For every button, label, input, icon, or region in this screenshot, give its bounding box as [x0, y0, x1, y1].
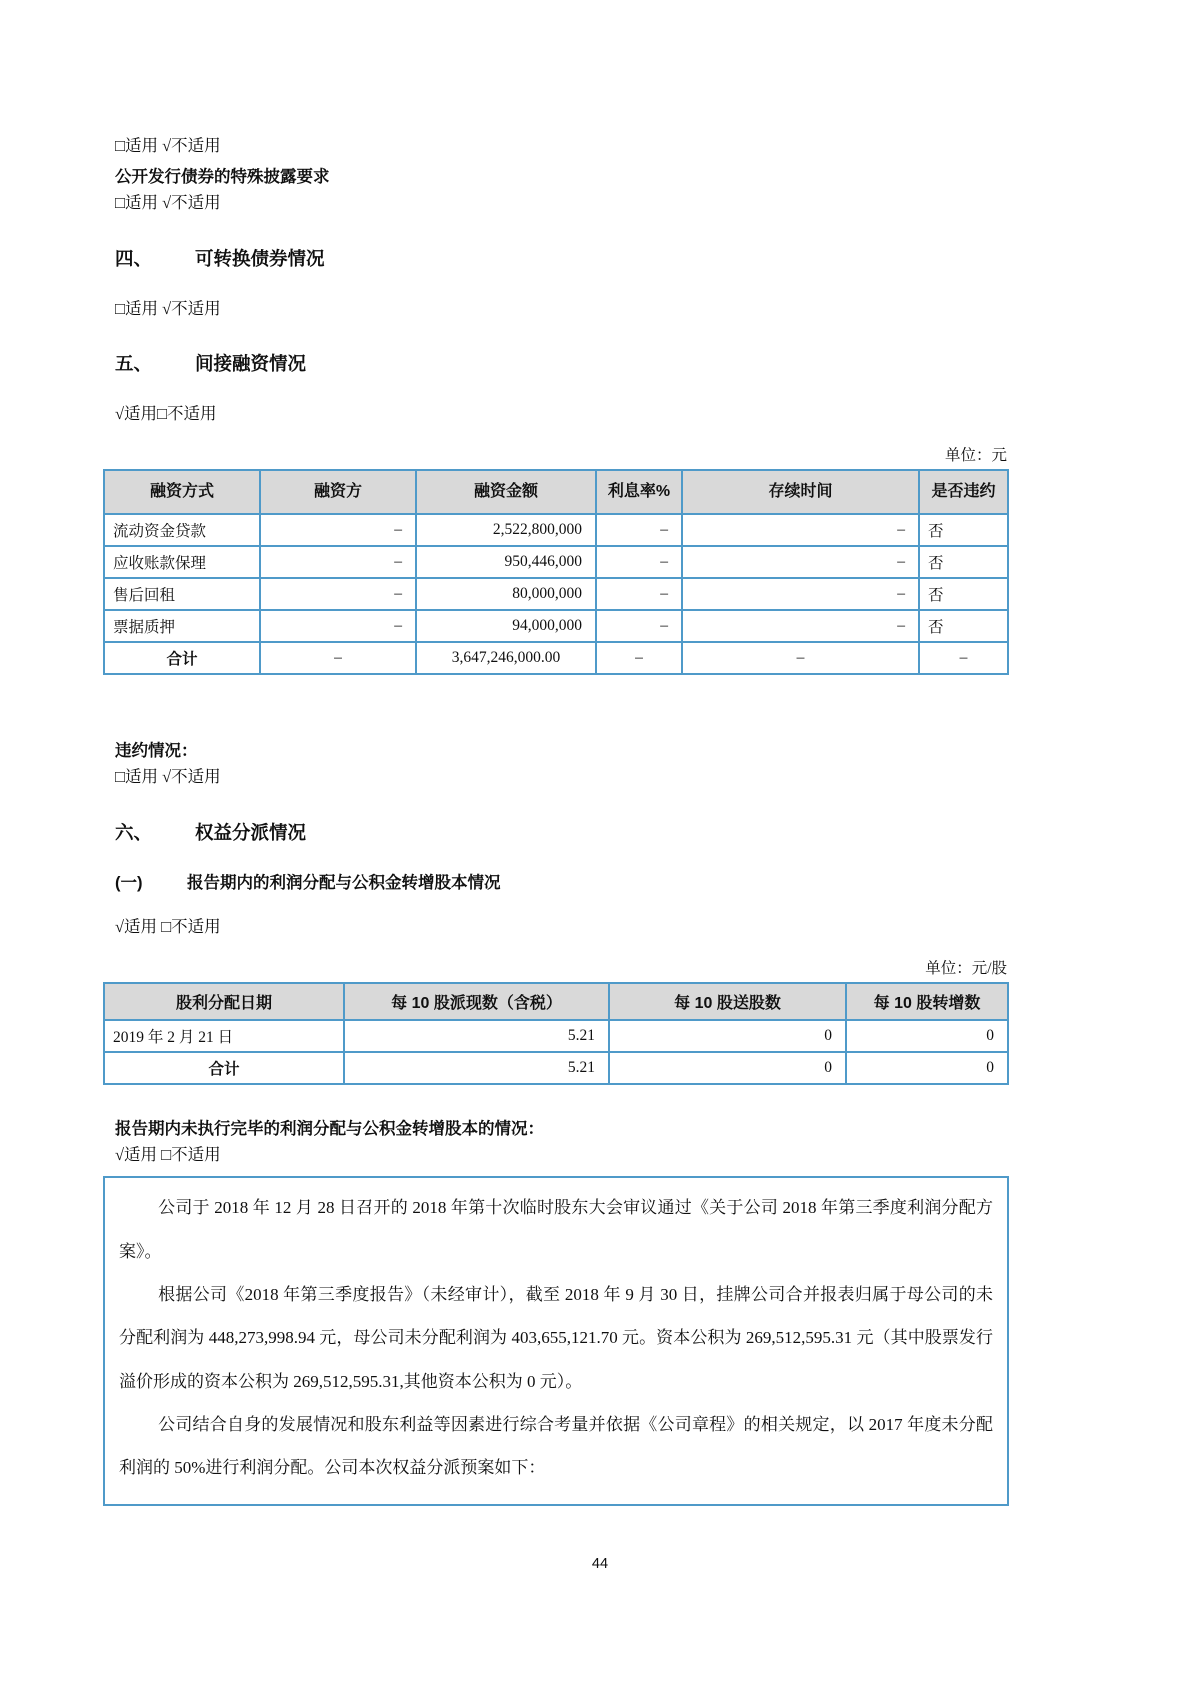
applicable-line: □适用 √不适用: [115, 136, 221, 155]
financing-amount-cell: 94,000,000: [416, 610, 596, 642]
interest-rate-cell: –: [596, 610, 682, 642]
financing-method-cell: 流动资金贷款: [104, 514, 260, 546]
financing-party-cell: –: [260, 546, 416, 578]
bonus-shares-cell: 0: [609, 1020, 846, 1052]
financing-method-cell: 应收账款保理: [104, 546, 260, 578]
financing-party-cell: –: [260, 610, 416, 642]
note-paragraph-2: 根据公司《2018 年第三季度报告》（未经审计），截至 2018 年 9 月 30 日，挂牌公司合并报表归属于母公司的未分配利润为 448,273,998.94 元，母公司未分配利润为 403,655,121.70 元。资本公积为 269,512,595.31 元（其中股票发行溢价形成的资本公积为 269,512,595.31,其他资本公积为 0 元）。: [119, 1285, 993, 1391]
applicable-line: □适用 √不适用: [115, 767, 221, 787]
financing-party-cell: –: [260, 514, 416, 546]
financing-method-cell: 票据质押: [104, 610, 260, 642]
unit-label-yuan-per-share: 单位：元/股: [925, 960, 1007, 978]
financing-party-total: –: [260, 642, 416, 674]
note-paragraph-3: 公司结合自身的发展情况和股东利益等因素进行综合考量并依据《公司章程》的相关规定，以 2017 年度未分配利润的 50%进行利润分配。公司本次权益分派预案如下：: [119, 1415, 993, 1478]
applicable-line: √适用 □不适用: [115, 1145, 221, 1165]
total-label: 合计: [104, 642, 260, 674]
financing-amount-cell: 950,446,000: [416, 546, 596, 578]
col-header-interest-rate: 利息率%: [596, 470, 682, 514]
conversion-cell: 0: [846, 1020, 1008, 1052]
dividend-date-cell: 2019 年 2 月 21 日: [104, 1020, 344, 1052]
unfinished-distribution-title: 报告期内未执行完毕的利润分配与公积金转增股本的情况：: [115, 1120, 544, 1139]
section-5-number: 五、: [115, 353, 153, 375]
document-page-content: [103, 130, 1007, 1506]
unit-label-yuan: 单位：元: [944, 447, 1007, 465]
financing-amount-cell: 2,522,800,000: [416, 514, 596, 546]
dividend-header-row: [104, 983, 1008, 1020]
financing-total-row: [104, 642, 1008, 674]
financing-amount-total: 3,647,246,000.00: [416, 642, 596, 674]
breach-cell: 否: [919, 514, 1008, 546]
col-header-cash-per-10-shares: 每 10 股派现数（含税）: [344, 983, 609, 1020]
breach-cell: 否: [919, 546, 1008, 578]
financing-header-row: [104, 470, 1008, 514]
table-row: [104, 610, 1008, 642]
financing-amount-cell: 80,000,000: [416, 578, 596, 610]
section-4-number: 四、: [115, 247, 153, 269]
duration-total: –: [682, 642, 919, 674]
col-header-financing-amount: 融资金额: [416, 470, 596, 514]
section-6-1-number: (一): [115, 873, 143, 892]
page-number: 44: [591, 1556, 609, 1572]
section-4-title: 可转换债券情况: [195, 247, 325, 269]
interest-rate-total: –: [596, 642, 682, 674]
section-4-heading: [115, 245, 1007, 271]
cash-per-10-total: 5.21: [344, 1052, 609, 1084]
dividend-distribution-table: [103, 982, 1009, 1085]
financing-party-cell: –: [260, 578, 416, 610]
col-header-financing-party: 融资方: [260, 470, 416, 514]
breach-cell: 否: [919, 578, 1008, 610]
breach-total: –: [919, 642, 1008, 674]
duration-cell: –: [682, 578, 919, 610]
applicable-line: □适用 √不适用: [115, 193, 221, 213]
applicable-line: □适用 √不适用: [115, 298, 221, 318]
cash-per-10-cell: 5.21: [344, 1020, 609, 1052]
conversion-total: 0: [846, 1052, 1008, 1084]
total-label: 合计: [104, 1052, 344, 1084]
col-header-financing-method: 融资方式: [104, 470, 260, 514]
section-5-title: 间接融资情况: [195, 353, 307, 375]
dividend-total-row: [104, 1052, 1008, 1084]
duration-cell: –: [682, 514, 919, 546]
section-6-heading: [115, 819, 1007, 845]
applicable-line: √适用 □不适用: [115, 916, 221, 936]
bond-special-disclosure-title: 公开发行债券的特殊披露要求: [115, 168, 330, 187]
section-5-heading: [115, 350, 1007, 376]
table-row: [104, 1020, 1008, 1052]
financing-method-cell: 售后回租: [104, 578, 260, 610]
col-header-duration: 存续时间: [682, 470, 919, 514]
interest-rate-cell: –: [596, 514, 682, 546]
interest-rate-cell: –: [596, 546, 682, 578]
col-header-breach: 是否违约: [919, 470, 1008, 514]
breach-cell: 否: [919, 610, 1008, 642]
table-row: [104, 578, 1008, 610]
section-6-number: 六、: [115, 821, 153, 843]
bonus-shares-total: 0: [609, 1052, 846, 1084]
section-6-1-heading: [115, 869, 1007, 893]
table-row: [104, 514, 1008, 546]
col-header-conversion-per-10: 每 10 股转增数: [846, 983, 1008, 1020]
note-paragraph-1: 公司于 2018 年 12 月 28 日召开的 2018 年第十次临时股东大会审议通过《关于公司 2018 年第三季度利润分配方案》。: [119, 1198, 993, 1261]
duration-cell: –: [682, 610, 919, 642]
applicable-line: √适用□不适用: [115, 404, 217, 424]
breach-situation-label: 违约情况：: [115, 742, 198, 761]
interest-rate-cell: –: [596, 578, 682, 610]
distribution-note-box: [103, 1176, 1009, 1505]
indirect-financing-table: [103, 469, 1009, 675]
section-6-title: 权益分派情况: [195, 821, 307, 843]
duration-cell: –: [682, 546, 919, 578]
table-row: [104, 546, 1008, 578]
col-header-bonus-shares-per-10: 每 10 股送股数: [609, 983, 846, 1020]
col-header-dividend-date: 股利分配日期: [104, 983, 344, 1020]
section-6-1-title: 报告期内的利润分配与公积金转增股本情况: [187, 873, 501, 892]
